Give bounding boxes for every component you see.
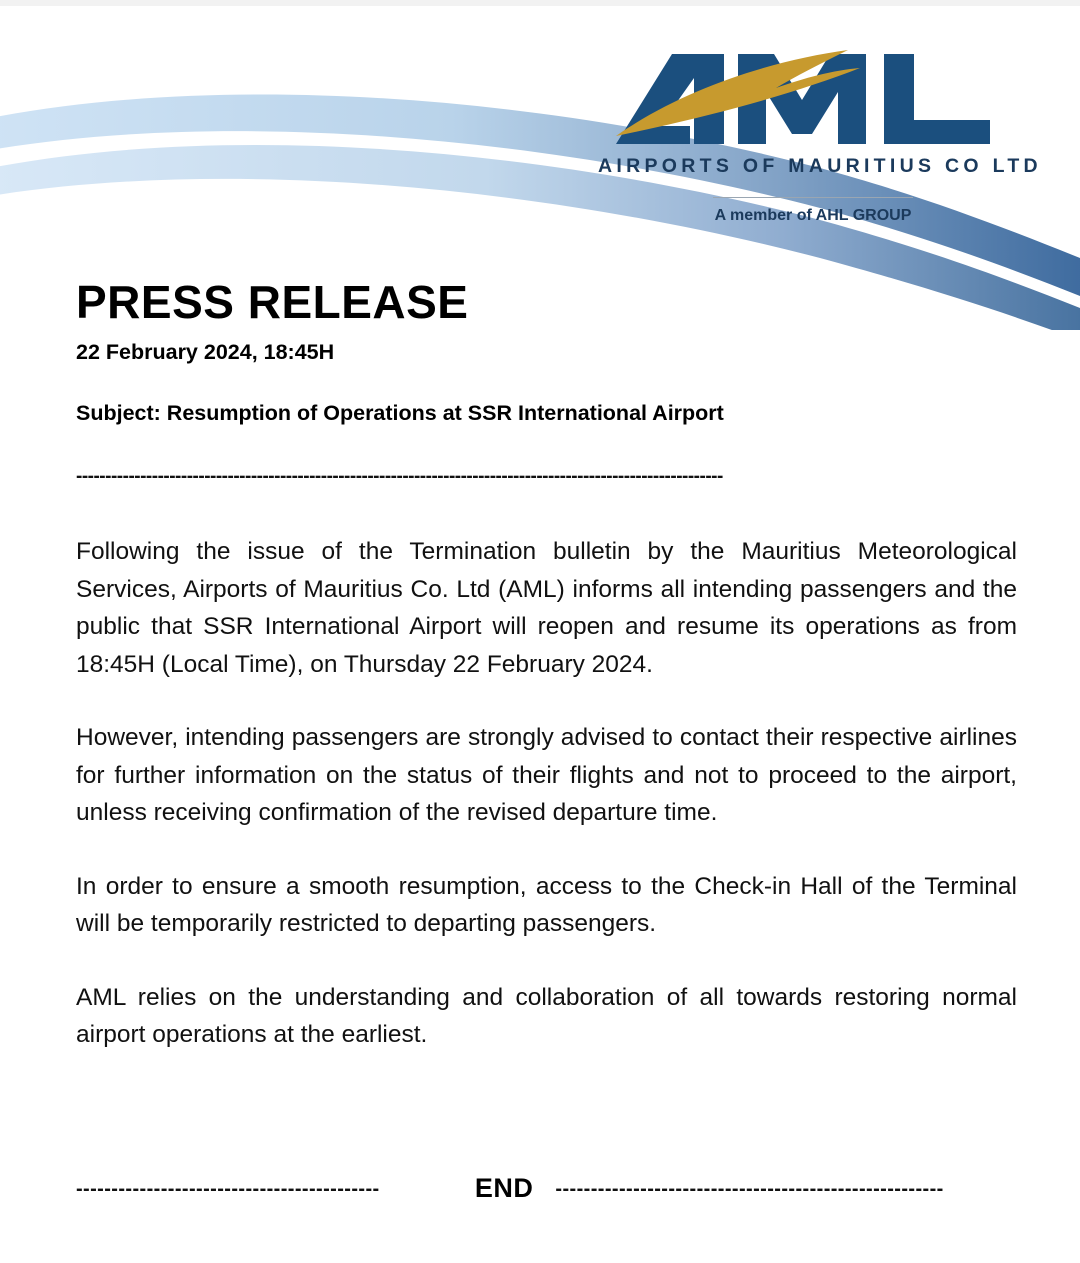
end-rule-left: ------------------------------------------- — [76, 1178, 380, 1199]
logo-member-line: A member of AHL GROUP — [714, 207, 912, 224]
end-rule-right: ------------------------------------------------------- — [555, 1178, 944, 1199]
release-subject: Subject: Resumption of Operations at SSR International Airport — [76, 401, 724, 425]
paragraph: However, intending passengers are strongly advised to contact their respective airlines for further information on the status of their flights and not to proceed to the airport, unless receiving confirmation of the revised departure time. — [76, 724, 1017, 826]
release-body — [76, 533, 1017, 1054]
aml-logo-icon — [598, 48, 1028, 148]
header-separator-rule: --------------------------------------------------------------------------------------------------------------- — [76, 470, 723, 484]
paragraph: Following the issue of the Termination bulletin by the Mauritius Meteorological Services, Airports of Mauritius Co. Ltd (AML) informs all intending passengers and the public that SSR International Airport will reopen and resume its operations as from 18:45H (Local Time), on Thursday 22 February 2024. — [76, 538, 1017, 678]
end-label: END — [474, 1173, 534, 1203]
aml-logo-block — [598, 48, 1042, 225]
logo-wordmark: AIRPORTS OF MAURITIUS CO LTD — [598, 155, 1042, 177]
end-of-release-row — [76, 1173, 1017, 1204]
paragraph: AML relies on the understanding and collaboration of all towards restoring normal airport operations at the earliest. — [76, 983, 1017, 1048]
page-title: PRESS RELEASE — [76, 275, 469, 328]
paragraph: In order to ensure a smooth resumption, access to the Check-in Hall of the Terminal will be temporarily restricted to departing passengers. — [76, 872, 1017, 937]
logo-divider-rule — [713, 197, 913, 198]
release-date: 22 February 2024, 18:45H — [76, 340, 335, 364]
